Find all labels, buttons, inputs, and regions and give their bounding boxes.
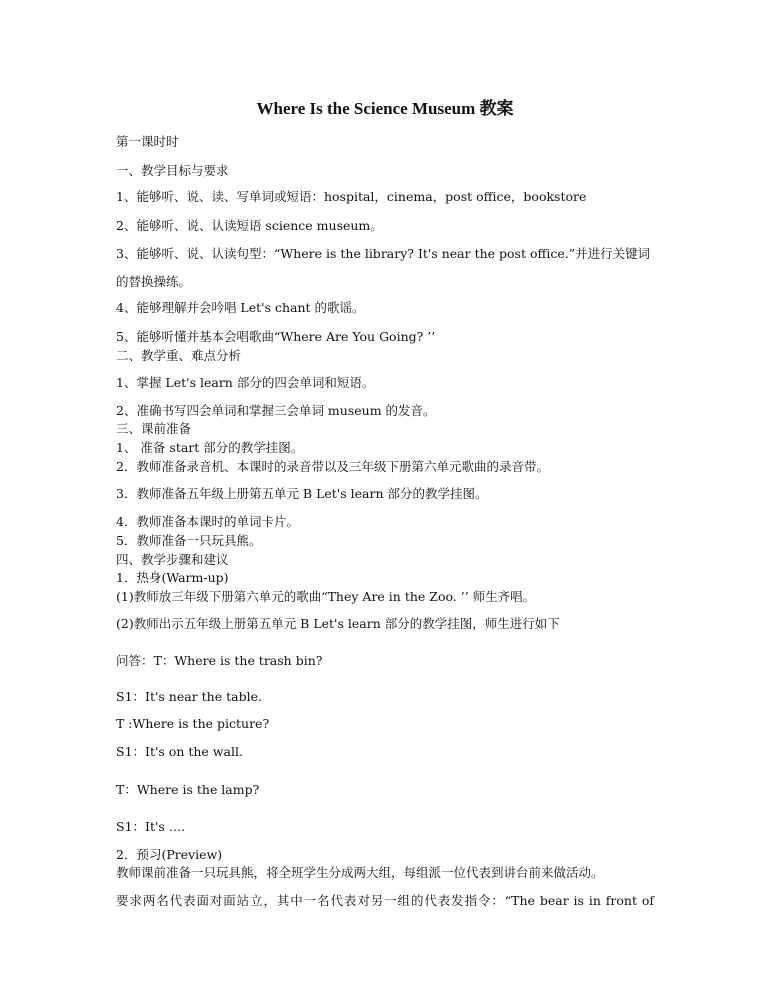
text-line: T :Where is the picture? xyxy=(116,716,270,731)
text-line: 2、准确书写四会单词和掌握三会单词 museum 的发音。 xyxy=(116,403,436,418)
text-line: 1、能够听、说、读、写单词或短语：hospital，cinema，post office，bookstore xyxy=(116,189,587,204)
text-line: 3．教师准备五年级上册第五单元 B Let's learn 部分的教学挂图。 xyxy=(116,486,488,501)
text-line: 的替换操练。 xyxy=(116,274,192,289)
section-heading: 四、教学步骤和建议 xyxy=(116,552,229,567)
text-line: 一、教学目标与要求 xyxy=(116,163,229,178)
text-line: S1：It's on the wall. xyxy=(116,744,243,759)
text-line: 1、掌握 Let's learn 部分的四会单词和短语。 xyxy=(116,375,375,390)
text-line: S1：It's …. xyxy=(116,819,186,834)
text-line: (1)教师放三年级下册第六单元的歌曲“They Are in the Zoo. ’’ 师生齐唱。 xyxy=(116,589,536,604)
text-line: 5、能够听懂并基本会唱歌曲“Where Are You Going? ’’ xyxy=(116,329,436,344)
text-line: 4．教师准备本课时的单词卡片。 xyxy=(116,514,299,529)
text-line: (2)教师出示五年级上册第五单元 B Let's learn 部分的教学挂图，师生进行如下 xyxy=(116,616,560,631)
text-line: 1．热身(Warm-up) xyxy=(116,570,229,585)
text-line: 5．教师准备一只玩具熊。 xyxy=(116,533,262,548)
text-line: 2、能够听、说、认读短语 science museum。 xyxy=(116,218,383,233)
section-heading: 二、教学重、难点分析 xyxy=(116,348,242,363)
text-line: 问答：T：Where is the trash bin? xyxy=(116,653,323,668)
text-line: T：Where is the lamp? xyxy=(116,782,260,797)
section-heading: 三、课前准备 xyxy=(116,421,192,436)
text-line: 第一课时时 xyxy=(116,134,179,149)
text-line: 3、能够听、说、认读句型：“Where is the library? It's near the post office.”并进行关键词 xyxy=(116,246,651,261)
text-line: 教师课前准备一只玩具熊，将全班学生分成两大组，每组派一位代表到讲台前来做活动。 xyxy=(116,865,604,880)
document-title: Where Is the Science Museum 教案 xyxy=(256,99,514,118)
text-line: 要求两名代表面对面站立，其中一名代表对另一组的代表发指令：“The bear is in front of xyxy=(116,893,654,908)
text-line: 1、 准备 start 部分的教学挂图。 xyxy=(116,440,304,455)
text-line: 2．教师准备录音机、本课时的录音带以及三年级下册第六单元歌曲的录音带。 xyxy=(116,459,549,474)
text-line: 4、能够理解并会吟唱 Let's chant 的歌谣。 xyxy=(116,300,365,315)
text-line: S1：It's near the table. xyxy=(116,689,262,704)
text-line: 2．预习(Preview) xyxy=(116,847,223,862)
